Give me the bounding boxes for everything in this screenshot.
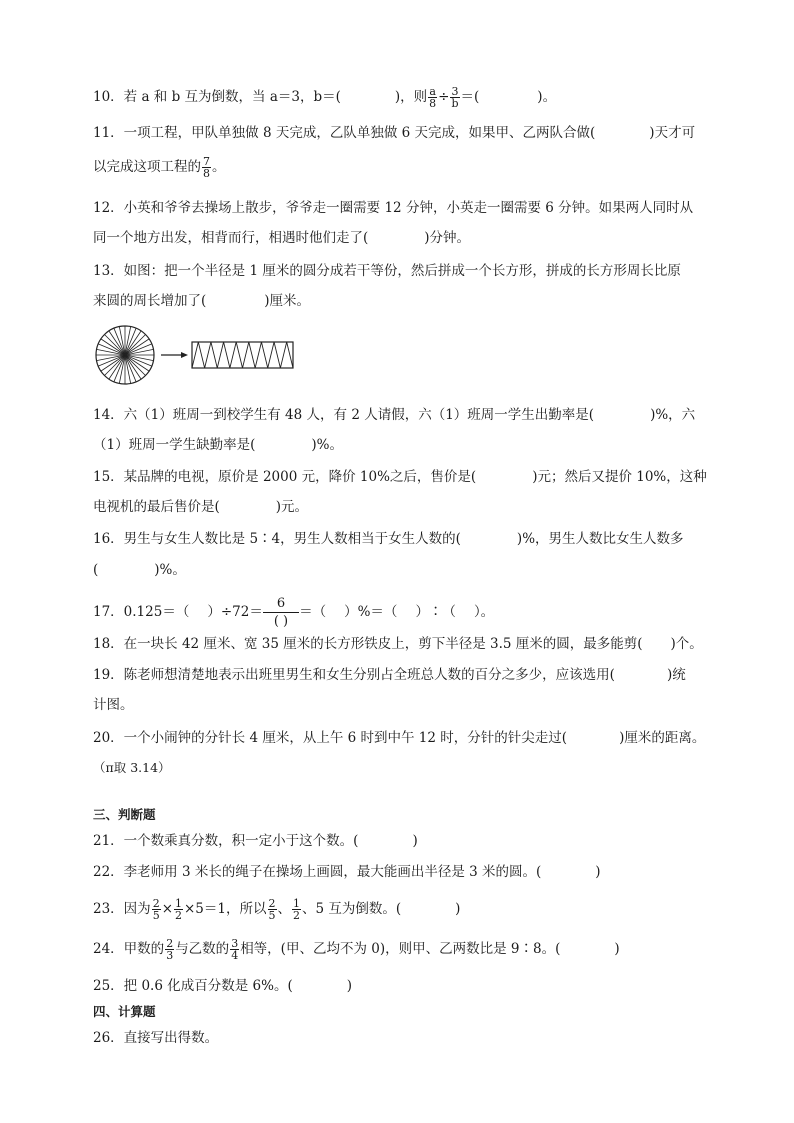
q10-frac2-den: b [451, 97, 459, 110]
q16-text-1a: 16．男生与女生人数比是 5∶4，男生人数相当于女生人数的( [93, 531, 461, 547]
q23-text-a: 23．因为 [93, 901, 151, 917]
question-20-line2 [93, 758, 171, 778]
q17-text-f: ）。 [473, 604, 495, 620]
q23-times: × [161, 901, 173, 917]
q23-frac-2-5b [268, 898, 277, 921]
q24-n2: 3 [231, 937, 239, 950]
section-3-heading: 三、判断题 [93, 807, 156, 822]
question-18 [93, 634, 703, 654]
section-4-heading: 四、计算题 [93, 1004, 156, 1019]
q12-text-2a: 同一个地方出发，相背而行，相遇时他们走了( [93, 230, 369, 246]
question-16-line1 [93, 529, 684, 549]
q17-frac-num: 6 [263, 595, 299, 613]
question-12-line2 [93, 228, 470, 248]
q14-text-1b: )%，六 [650, 407, 696, 423]
q17-text-e: ）∶（ [415, 604, 456, 620]
q20-text-1b: )厘米的距离。 [619, 730, 706, 746]
q10-frac-den: 8 [429, 97, 437, 110]
q11-fraction-7-8 [202, 156, 211, 179]
q25-text-a: 25．把 0.6 化成百分数是 6%。( [93, 978, 293, 994]
q23-n2: 1 [175, 897, 182, 910]
q10-text-d: )。 [537, 89, 557, 105]
question-14-line1 [93, 405, 695, 425]
q19-text-1a: 19．陈老师想清楚地表示出班里男生和女生分别占全班总人数的百分之多少，应该选用( [93, 667, 615, 683]
rearranged-rectangle [192, 342, 293, 368]
question-25 [93, 976, 352, 996]
q15-text-1b: )元；然后又提价 10%，这种 [532, 469, 707, 485]
q23-n1: 2 [152, 897, 160, 910]
q11-text-1: 11．一项工程，甲队单独做 8 天完成，乙队单独做 6 天完成，如果甲、乙两队合做( [93, 125, 596, 141]
q21-text-a: 21．一个数乘真分数，积一定小于这个数。( [93, 833, 359, 849]
q23-d1: 5 [152, 909, 160, 922]
q15-text-2a: 电视机的最后售价是( [93, 499, 220, 515]
q21-text-b: ) [412, 833, 418, 849]
q23-d2: 2 [175, 909, 182, 922]
question-19-line2 [93, 695, 134, 715]
q24-n1: 2 [166, 937, 174, 950]
question-19-line1 [93, 665, 686, 685]
q19-text-2: 计图。 [93, 697, 134, 713]
q23-close: ) [455, 901, 461, 917]
q23-n4: 1 [293, 897, 300, 910]
question-13-line1 [93, 261, 681, 281]
question-22 [93, 862, 601, 882]
q10-divide: ÷ [438, 89, 450, 105]
q17-fraction [263, 595, 299, 630]
q24-frac-3-4 [230, 938, 239, 961]
q13-text-2a: 来圆的周长增加了( [93, 293, 207, 309]
question-23 [93, 898, 460, 921]
q14-text-2b: )%。 [311, 437, 343, 453]
q24-rest: 相等，(甲、乙均不为 0)，则甲、乙两数比是 9∶8。( [240, 941, 561, 957]
q11-frac-den: 8 [203, 167, 210, 180]
question-14-line2 [93, 435, 343, 455]
q22-text-b: ) [595, 864, 601, 880]
q20-text-2: （π取 3.14） [93, 760, 171, 775]
q13-text-1: 13．如图：把一个半径是 1 厘米的圆分成若干等份，然后拼成一个长方形，拼成的长方形周长比原 [93, 263, 681, 279]
q12-text-1: 12．小英和爷爷去操场上散步，爷爷走一圈需要 12 分钟，小英走一圈需要 6 分钟。如果两人同时从 [93, 200, 694, 216]
question-16-line2 [93, 560, 186, 580]
question-10 [93, 86, 556, 109]
q23-frac-1-2 [174, 898, 183, 921]
q10-frac-num: a [429, 85, 436, 98]
question-13-line2 [93, 291, 310, 311]
q10-fraction-a-8 [428, 86, 437, 109]
q15-text-1a: 15．某品牌的电视，原价是 2000 元，降价 10%之后，售价是( [93, 469, 477, 485]
q23-n3: 2 [268, 897, 276, 910]
q23-sep: 、 [277, 901, 291, 917]
question-15-line2 [93, 497, 308, 517]
q23-frac-2-5 [152, 898, 161, 921]
circle-to-rectangle-figure [95, 325, 305, 385]
q16-text-2a: ( [93, 562, 99, 578]
q17-text-c: ＝（ [299, 604, 327, 620]
question-15-line1 [93, 467, 707, 487]
q10-text-b: )，则 [394, 89, 428, 105]
q10-fraction-3-b [450, 86, 459, 109]
question-17 [93, 594, 494, 630]
question-20-line1 [93, 728, 705, 748]
question-11-line2 [93, 156, 226, 179]
q14-text-2a: （1）班周一学生缺勤率是( [93, 437, 256, 453]
q18-text-a: 18．在一块长 42 厘米、宽 35 厘米的长方形铁皮上，剪下半径是 3.5 厘米的圆，最多能剪( [93, 636, 643, 652]
q23-frac-1-2b [292, 898, 301, 921]
q18-text-b: )个。 [670, 636, 703, 652]
q11-text-1b: )天才可 [649, 125, 696, 141]
q23-rest: 、5 互为倒数。( [302, 901, 402, 917]
q11-end: 。 [212, 159, 226, 175]
q19-text-1b: )统 [666, 667, 686, 683]
q16-text-1b: )%，男生人数比女生人数多 [516, 531, 684, 547]
question-12-line1 [93, 198, 693, 218]
q24-frac-2-3 [165, 938, 174, 961]
question-26: 26．直接写出得数。 [93, 1030, 219, 1046]
q10-text-a: 10．若 a 和 b 互为倒数，当 a＝3，b＝( [93, 89, 341, 105]
q11-frac-num: 7 [203, 155, 210, 168]
q23-mid: ×5＝1，所以 [184, 901, 267, 917]
question-11-line1 [93, 123, 695, 143]
arrow-icon [161, 352, 188, 358]
q24-d2: 4 [231, 949, 239, 962]
q10-frac2-num: 3 [451, 85, 459, 98]
q23-d3: 5 [268, 909, 276, 922]
q17-text-b: ）÷72＝ [207, 604, 263, 620]
q24-d1: 3 [166, 949, 174, 962]
q17-text-a: 17．0.125＝（ [93, 604, 190, 620]
question-21 [93, 831, 418, 851]
q17-frac-den: ( ) [273, 614, 289, 629]
q16-text-2b: )%。 [154, 562, 186, 578]
q13-text-2b: )厘米。 [264, 293, 311, 309]
q23-d4: 2 [293, 909, 300, 922]
q20-text-1a: 20．一个小闹钟的分针长 4 厘米，从上午 6 时到中午 12 时，分针的针尖走过( [93, 730, 568, 746]
q12-text-2b: )分钟。 [424, 230, 471, 246]
q17-text-d: ）%＝（ [344, 604, 398, 620]
rectangle-zigzag [192, 342, 293, 368]
q24-text-a: 24．甲数的 [93, 941, 165, 957]
divided-circle [96, 326, 154, 384]
q14-text-1a: 14．六（1）班周一到校学生有 48 人，有 2 人请假，六（1）班周一学生出勤率是( [93, 407, 595, 423]
q25-text-b: ) [346, 978, 352, 994]
q10-text-c: ＝( [460, 89, 480, 105]
q22-text-a: 22．李老师用 3 米长的绳子在操场上画圆，最大能画出半径是 3 米的圆。( [93, 864, 542, 880]
question-24 [93, 938, 620, 961]
q15-text-2b: )元。 [275, 499, 309, 515]
q24-close: ) [614, 941, 620, 957]
q24-mid: 与乙数的 [175, 941, 230, 957]
q11-text-2: 以完成这项工程的 [93, 159, 201, 175]
